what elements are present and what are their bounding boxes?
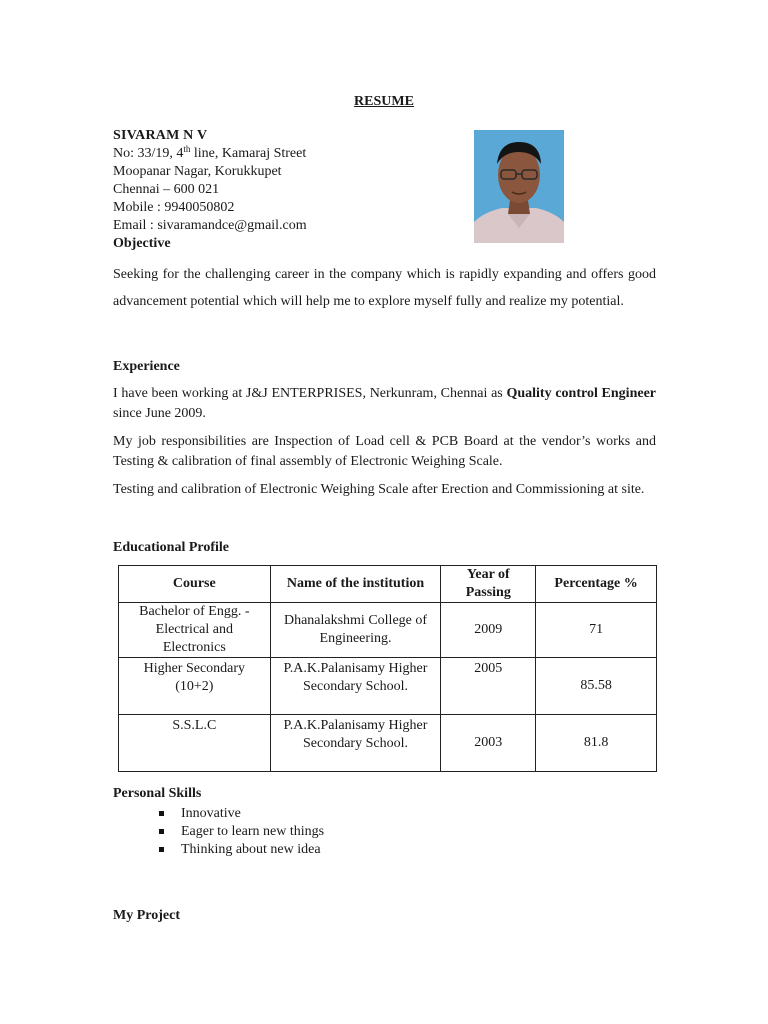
address-line-3: Chennai – 600 021 xyxy=(113,182,220,197)
square-bullet-icon xyxy=(159,847,164,852)
list-item: Eager to learn new things xyxy=(159,823,324,841)
resume-title: RESUME xyxy=(354,94,414,109)
job-title: Quality control Engineer xyxy=(506,386,657,401)
email-address: Email : sivaramandce@gmail.com xyxy=(113,218,307,233)
project-heading: My Project xyxy=(113,908,180,923)
table-row xyxy=(119,715,657,772)
table-cell: 81.8 xyxy=(536,715,657,772)
address-line-2: Moopanar Nagar, Korukkupet xyxy=(113,164,282,179)
experience-paragraph-1: I have been working at J&J ENTERPRISES, Nerkunram, Chennai as Quality control Engineer since June 2009. xyxy=(113,386,657,421)
table-row xyxy=(119,658,657,715)
table-cell: S.S.L.C xyxy=(119,715,271,772)
table-cell: P.A.K.Palanisamy Higher Secondary School. xyxy=(270,658,441,715)
table-cell: 2003 xyxy=(441,715,536,772)
candidate-name: SIVARAM N V xyxy=(113,128,208,143)
table-cell: 2009 xyxy=(441,603,536,658)
experience-paragraph-2: My job responsibilities are Inspection of Load cell & PCB Board at the vendor’s works and Testing & calibration of final assembly of Electronic Weighing Scale. xyxy=(113,434,656,469)
objective-text: Seeking for the challenging career in the company which is rapidly expanding and offers good advancement potential which will help me to explore myself fully and realize my potential. xyxy=(113,267,656,309)
address-line-1: No: 33/19, 4th line, Kamaraj Street xyxy=(113,144,307,161)
column-header: Year of Passing xyxy=(441,566,536,603)
square-bullet-icon xyxy=(159,829,164,834)
table-cell: 2005 xyxy=(441,658,536,715)
square-bullet-icon xyxy=(159,811,164,816)
education-table xyxy=(118,565,657,772)
profile-photo xyxy=(474,130,564,243)
table-cell: Bachelor of Engg. -Electrical and Electronics xyxy=(119,603,271,658)
table-cell: P.A.K.Palanisamy Higher Secondary School. xyxy=(270,715,441,772)
skills-list xyxy=(159,805,324,859)
education-heading: Educational Profile xyxy=(113,540,230,555)
column-header: Percentage % xyxy=(536,566,657,603)
table-row xyxy=(119,603,657,658)
table-cell: 85.58 xyxy=(536,658,657,715)
mobile-number: Mobile : 9940050802 xyxy=(113,200,235,215)
table-cell: Dhanalakshmi College of Engineering. xyxy=(270,603,441,658)
experience-paragraph-3: Testing and calibration of Electronic Weighing Scale after Erection and Commissioning at site. xyxy=(113,482,645,497)
objective-heading: Objective xyxy=(113,236,171,251)
table-cell: 71 xyxy=(536,603,657,658)
table-header-row xyxy=(119,566,657,603)
column-header: Name of the institution xyxy=(270,566,441,603)
column-header: Course xyxy=(119,566,271,603)
skills-heading: Personal Skills xyxy=(113,786,202,801)
list-item: Thinking about new idea xyxy=(159,841,324,859)
table-cell: Higher Secondary (10+2) xyxy=(119,658,271,715)
experience-heading: Experience xyxy=(113,359,180,374)
list-item: Innovative xyxy=(159,805,324,823)
contact-block xyxy=(113,127,307,235)
